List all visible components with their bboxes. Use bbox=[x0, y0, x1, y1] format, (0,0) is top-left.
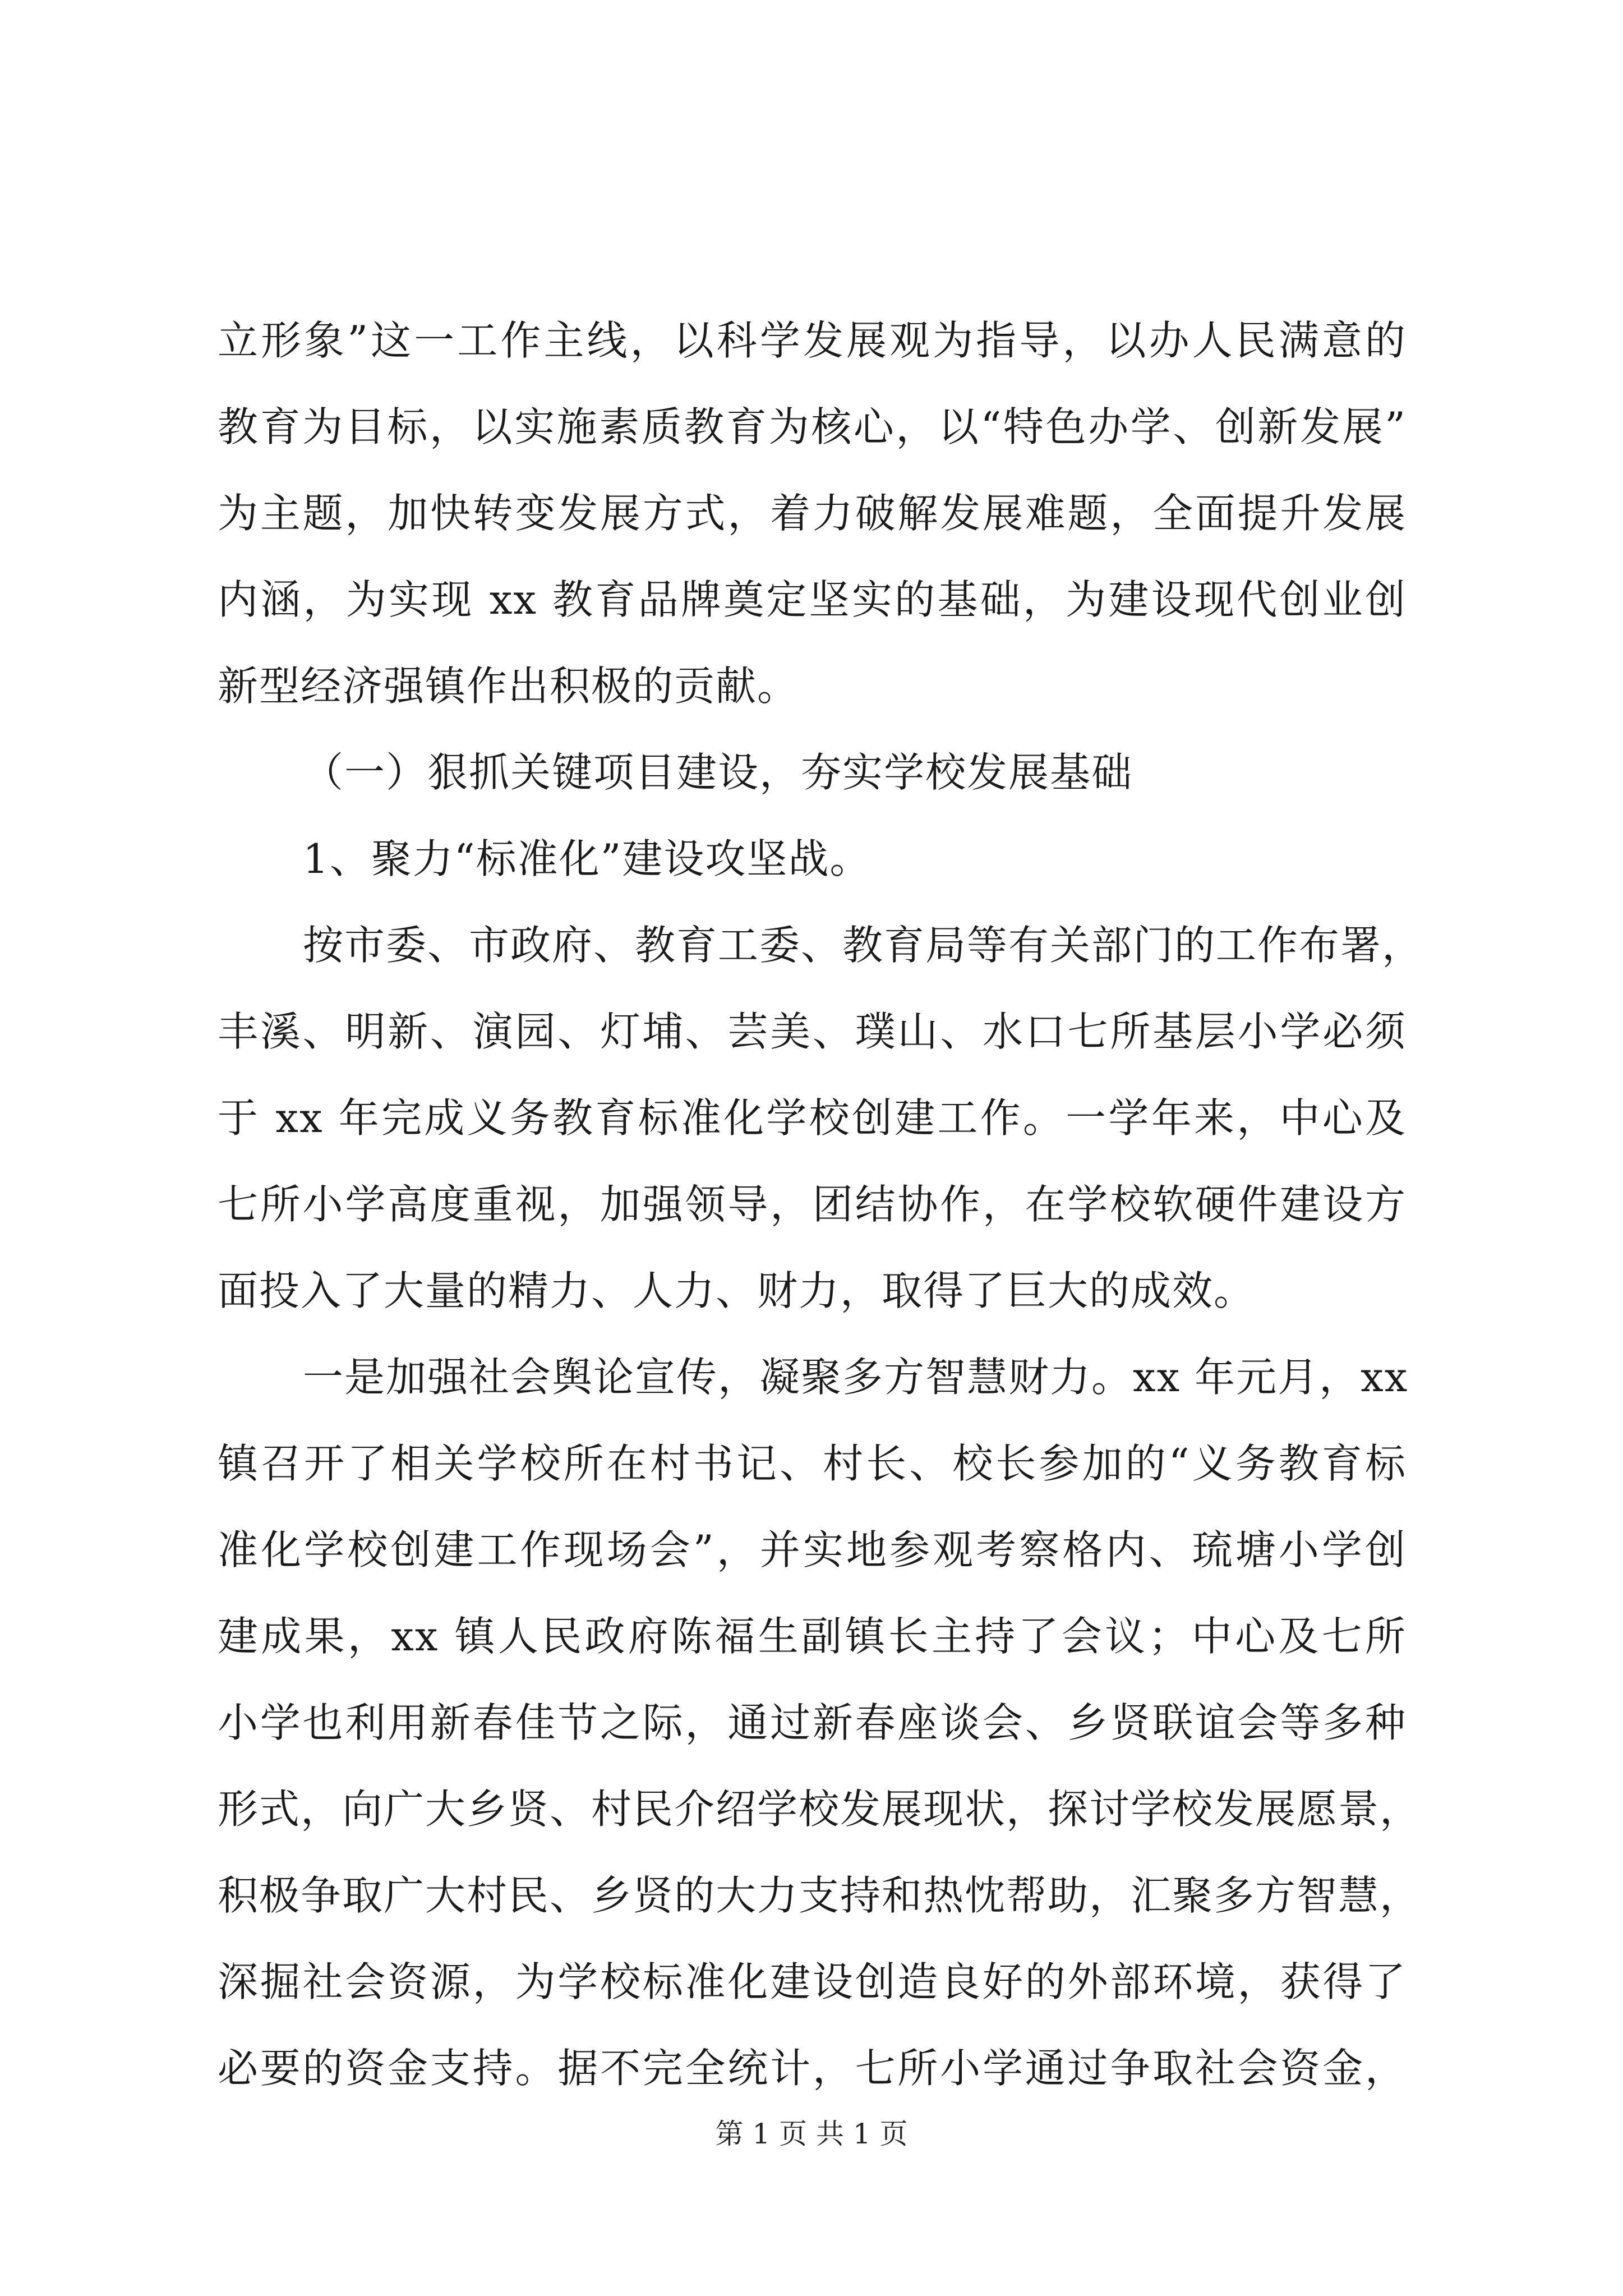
text-line: 建成果，xx 镇人民政府陈福生副镇长主持了会议；中心及七所 bbox=[218, 1613, 1407, 1660]
text-line: 新型经济强镇作出积极的贡献。 bbox=[218, 662, 799, 710]
text-line: 内涵，为实现 xx 教育品牌奠定坚实的基础，为建设现代创业创 bbox=[218, 576, 1407, 623]
text-line: 深掘社会资源，为学校标准化建设创造良好的外部环境，获得了 bbox=[218, 1958, 1407, 2005]
subsection-heading: 1、聚力“标准化”建设攻坚战。 bbox=[303, 835, 872, 882]
text-line: 教育为目标，以实施素质教育为核心，以“特色办学、创新发展” bbox=[218, 403, 1407, 450]
text-line: 面投入了大量的精力、人力、财力，取得了巨大的成效。 bbox=[218, 1267, 1256, 1314]
text-line: 为主题，加快转变发展方式，着力破解发展难题，全面提升发展 bbox=[218, 490, 1407, 537]
text-line: 于 xx 年完成义务教育标准化学校创建工作。一学年来，中心及 bbox=[218, 1094, 1407, 1142]
text-line: 必要的资金支持。据不完全统计，七所小学通过争取社会资金， bbox=[218, 2045, 1407, 2092]
text-line: 立形象”这一工作主线，以科学发展观为指导，以办人民满意的 bbox=[218, 317, 1407, 364]
page-footer: 第 1 页 共 1 页 bbox=[715, 2118, 908, 2150]
text-line: 丰溪、明新、演园、灯埔、芸美、璞山、水口七所基层小学必须 bbox=[218, 1008, 1407, 1055]
text-line: 一是加强社会舆论宣传，凝聚多方智慧财力。xx 年元月，xx bbox=[303, 1354, 1409, 1401]
document-body bbox=[218, 297, 1424, 2111]
section-heading: （一）狠抓关键项目建设，夯实学校发展基础 bbox=[303, 749, 1133, 796]
text-line: 镇召开了相关学校所在村书记、村长、校长参加的“义务教育标 bbox=[218, 1440, 1407, 1487]
text-line: 七所小学高度重视，加强领导，团结协作，在学校软硬件建设方 bbox=[218, 1181, 1407, 1228]
text-line: 小学也利用新春佳节之际，通过新春座谈会、乡贤联谊会等多种 bbox=[218, 1699, 1407, 1746]
text-line: 形式，向广大乡贤、村民介绍学校发展现状，探讨学校发展愿景， bbox=[218, 1786, 1422, 1833]
text-line: 按市委、市政府、教育工委、教育局等有关部门的工作布署， bbox=[303, 922, 1424, 969]
text-line: 准化学校创建工作现场会”，并实地参观考察格内、琉塘小学创 bbox=[218, 1526, 1407, 1573]
text-line: 积极争取广大村民、乡贤的大力支持和热忱帮助，汇聚多方智慧， bbox=[218, 1872, 1422, 1919]
